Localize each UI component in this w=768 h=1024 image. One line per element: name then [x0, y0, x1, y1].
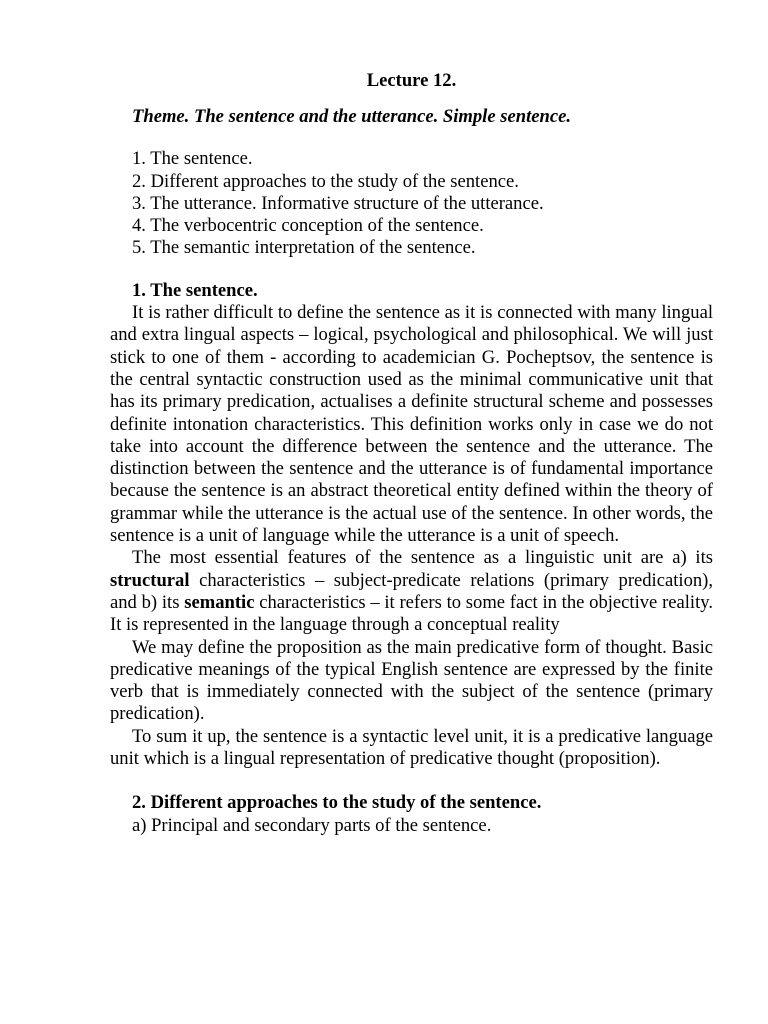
plan-item: 3. The utterance. Informative structure of the utterance.: [132, 192, 544, 214]
document-page: [110, 68, 713, 837]
section-2-item-a: a) Principal and secondary parts of the sentence.: [132, 814, 492, 836]
section-1-heading: 1. The sentence.: [132, 279, 258, 301]
plan-item: 5. The semantic interpretation of the sentence.: [132, 237, 476, 259]
section-1-paragraph-2: [110, 547, 713, 636]
section-2-heading: 2. Different approaches to the study of the sentence.: [132, 792, 542, 814]
bold-term-structural: structural: [110, 569, 190, 591]
plan-item: 2. Different approaches to the study of the sentence.: [132, 170, 519, 192]
plan-item: 1. The sentence.: [132, 148, 253, 170]
section-1-paragraph-3: We may define the proposition as the main predicative form of thought. Basic predicative meanings of the typical English sentence are expressed by the finite verb that is immediately connected with the subject of the sentence (primary predication).: [110, 636, 713, 725]
lecture-plan-list: [110, 148, 713, 259]
lecture-title: Lecture 12.: [366, 70, 457, 91]
plan-item: 4. The verbocentric conception of the sentence.: [132, 215, 484, 237]
spacer: [110, 770, 713, 792]
paragraph-text: characteristics – it refers to some fact in the objective reality. It is represented in the language through a conceptual reality: [110, 591, 713, 636]
paragraph-text: characteristics – subject-predicate relations (primary predication), and b) its: [110, 569, 713, 613]
lecture-theme: Theme. The sentence and the utterance. Simple sentence.: [132, 106, 571, 127]
section-1-paragraph-4: To sum it up, the sentence is a syntactic level unit, it is a predicative language unit which is a lingual representation of predicative thought (proposition).: [110, 725, 713, 770]
paragraph-text: The most essential features of the sentence as a linguistic unit are a) its: [132, 547, 713, 569]
bold-term-semantic: semantic: [184, 591, 255, 613]
section-1-paragraph-1: It is rather difficult to define the sentence as it is connected with many lingual and extra lingual aspects – logical, psychological and philosophical. We will just stick to one of them - according to academician G. Pocheptsov, the sentence is the central syntactic construction used as the minimal communicative unit that has its primary predication, actualises a definite structural scheme and possesses definite intonation characteristics. This definition works only in case we do not take into account the difference between the sentence and the utterance. The distinction between the sentence and the utterance is of fundamental importance because the sentence is an abstract theoretical entity defined within the theory of grammar while the utterance is the actual use of the sentence. In other words, the sentence is a unit of language while the utterance is a unit of speech.: [110, 302, 713, 547]
